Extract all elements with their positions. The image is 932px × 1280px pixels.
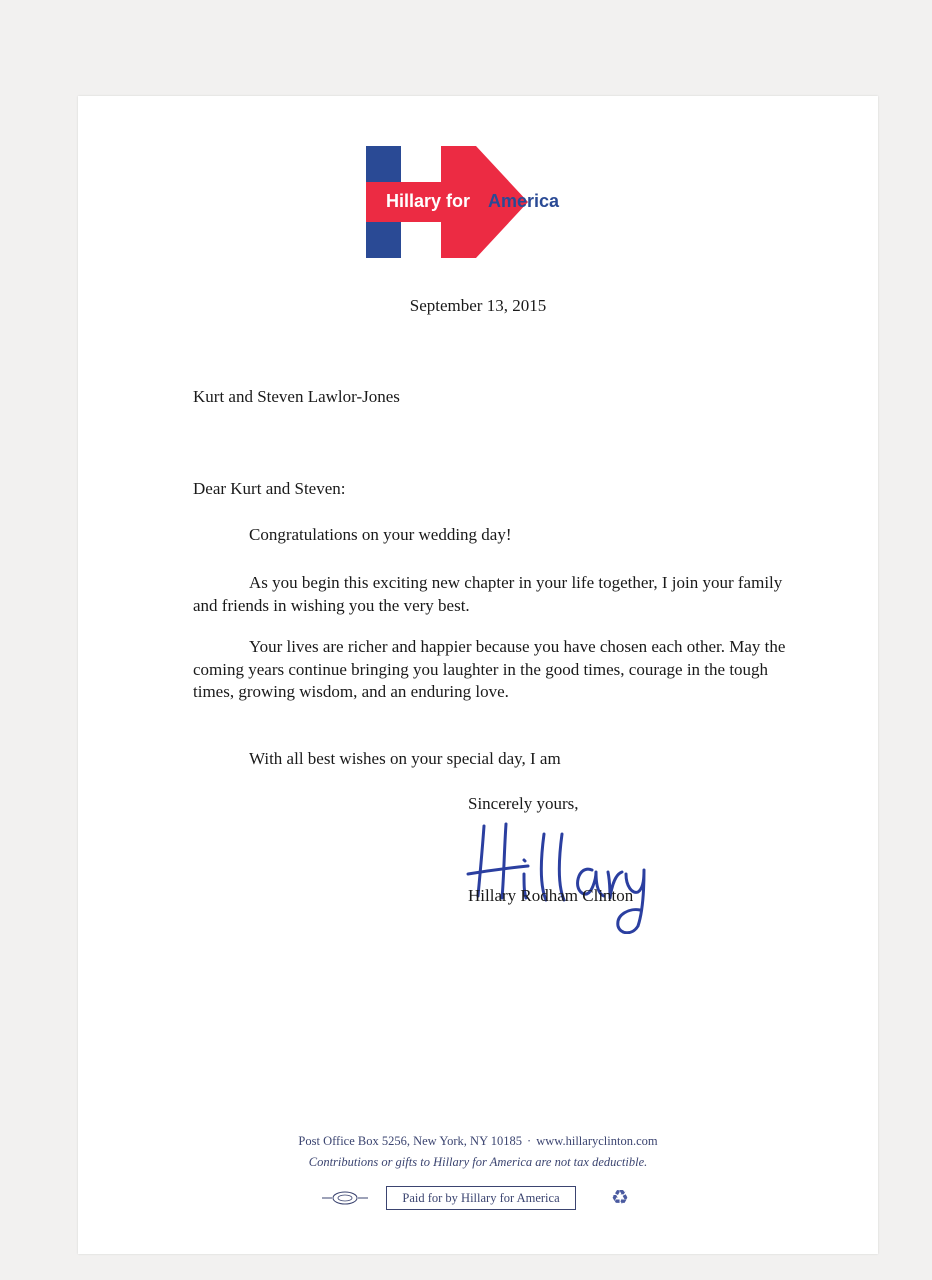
paragraph-4: With all best wishes on your special day, I am (249, 749, 561, 768)
signer-name: Hillary Rodham Clinton (468, 886, 634, 905)
paragraph-2: As you begin this exciting new chapter in your life together, I join your family and friends in wishing you the very best. (193, 573, 783, 615)
union-bug-icon (320, 1190, 370, 1206)
logo-text-right: America (488, 191, 560, 211)
footer-address-line (78, 1134, 878, 1149)
hillary-h-arrow-logo (366, 146, 586, 258)
footer-separator: · (527, 1134, 532, 1148)
recipient-name: Kurt and Steven Lawlor-Jones (193, 387, 400, 406)
closing: Sincerely yours, (468, 794, 579, 813)
paragraph-3: Your lives are richer and happier because you have chosen each other. May the coming years continue bringing you laughter in the good times, courage in the tough times, growing wisdom, and an enduring love. (193, 637, 786, 701)
paragraph-1: Congratulations on your wedding day! (249, 525, 512, 544)
footer-disclaimer: Contributions or gifts to Hillary for America are not tax deductible. (308, 1155, 648, 1169)
logo-text-left: Hillary for (386, 191, 471, 211)
letter-page (78, 96, 878, 1254)
paid-for-box: Paid for by Hillary for America (386, 1186, 576, 1210)
signature-image (462, 814, 652, 934)
recycle-icon: ♻ (611, 1185, 629, 1209)
letter-date: September 13, 2015 (409, 296, 547, 315)
footer-address: Post Office Box 5256, New York, NY 10185 (298, 1134, 523, 1148)
footer-website: www.hillaryclinton.com (536, 1134, 658, 1148)
salutation: Dear Kurt and Steven: (193, 479, 346, 498)
